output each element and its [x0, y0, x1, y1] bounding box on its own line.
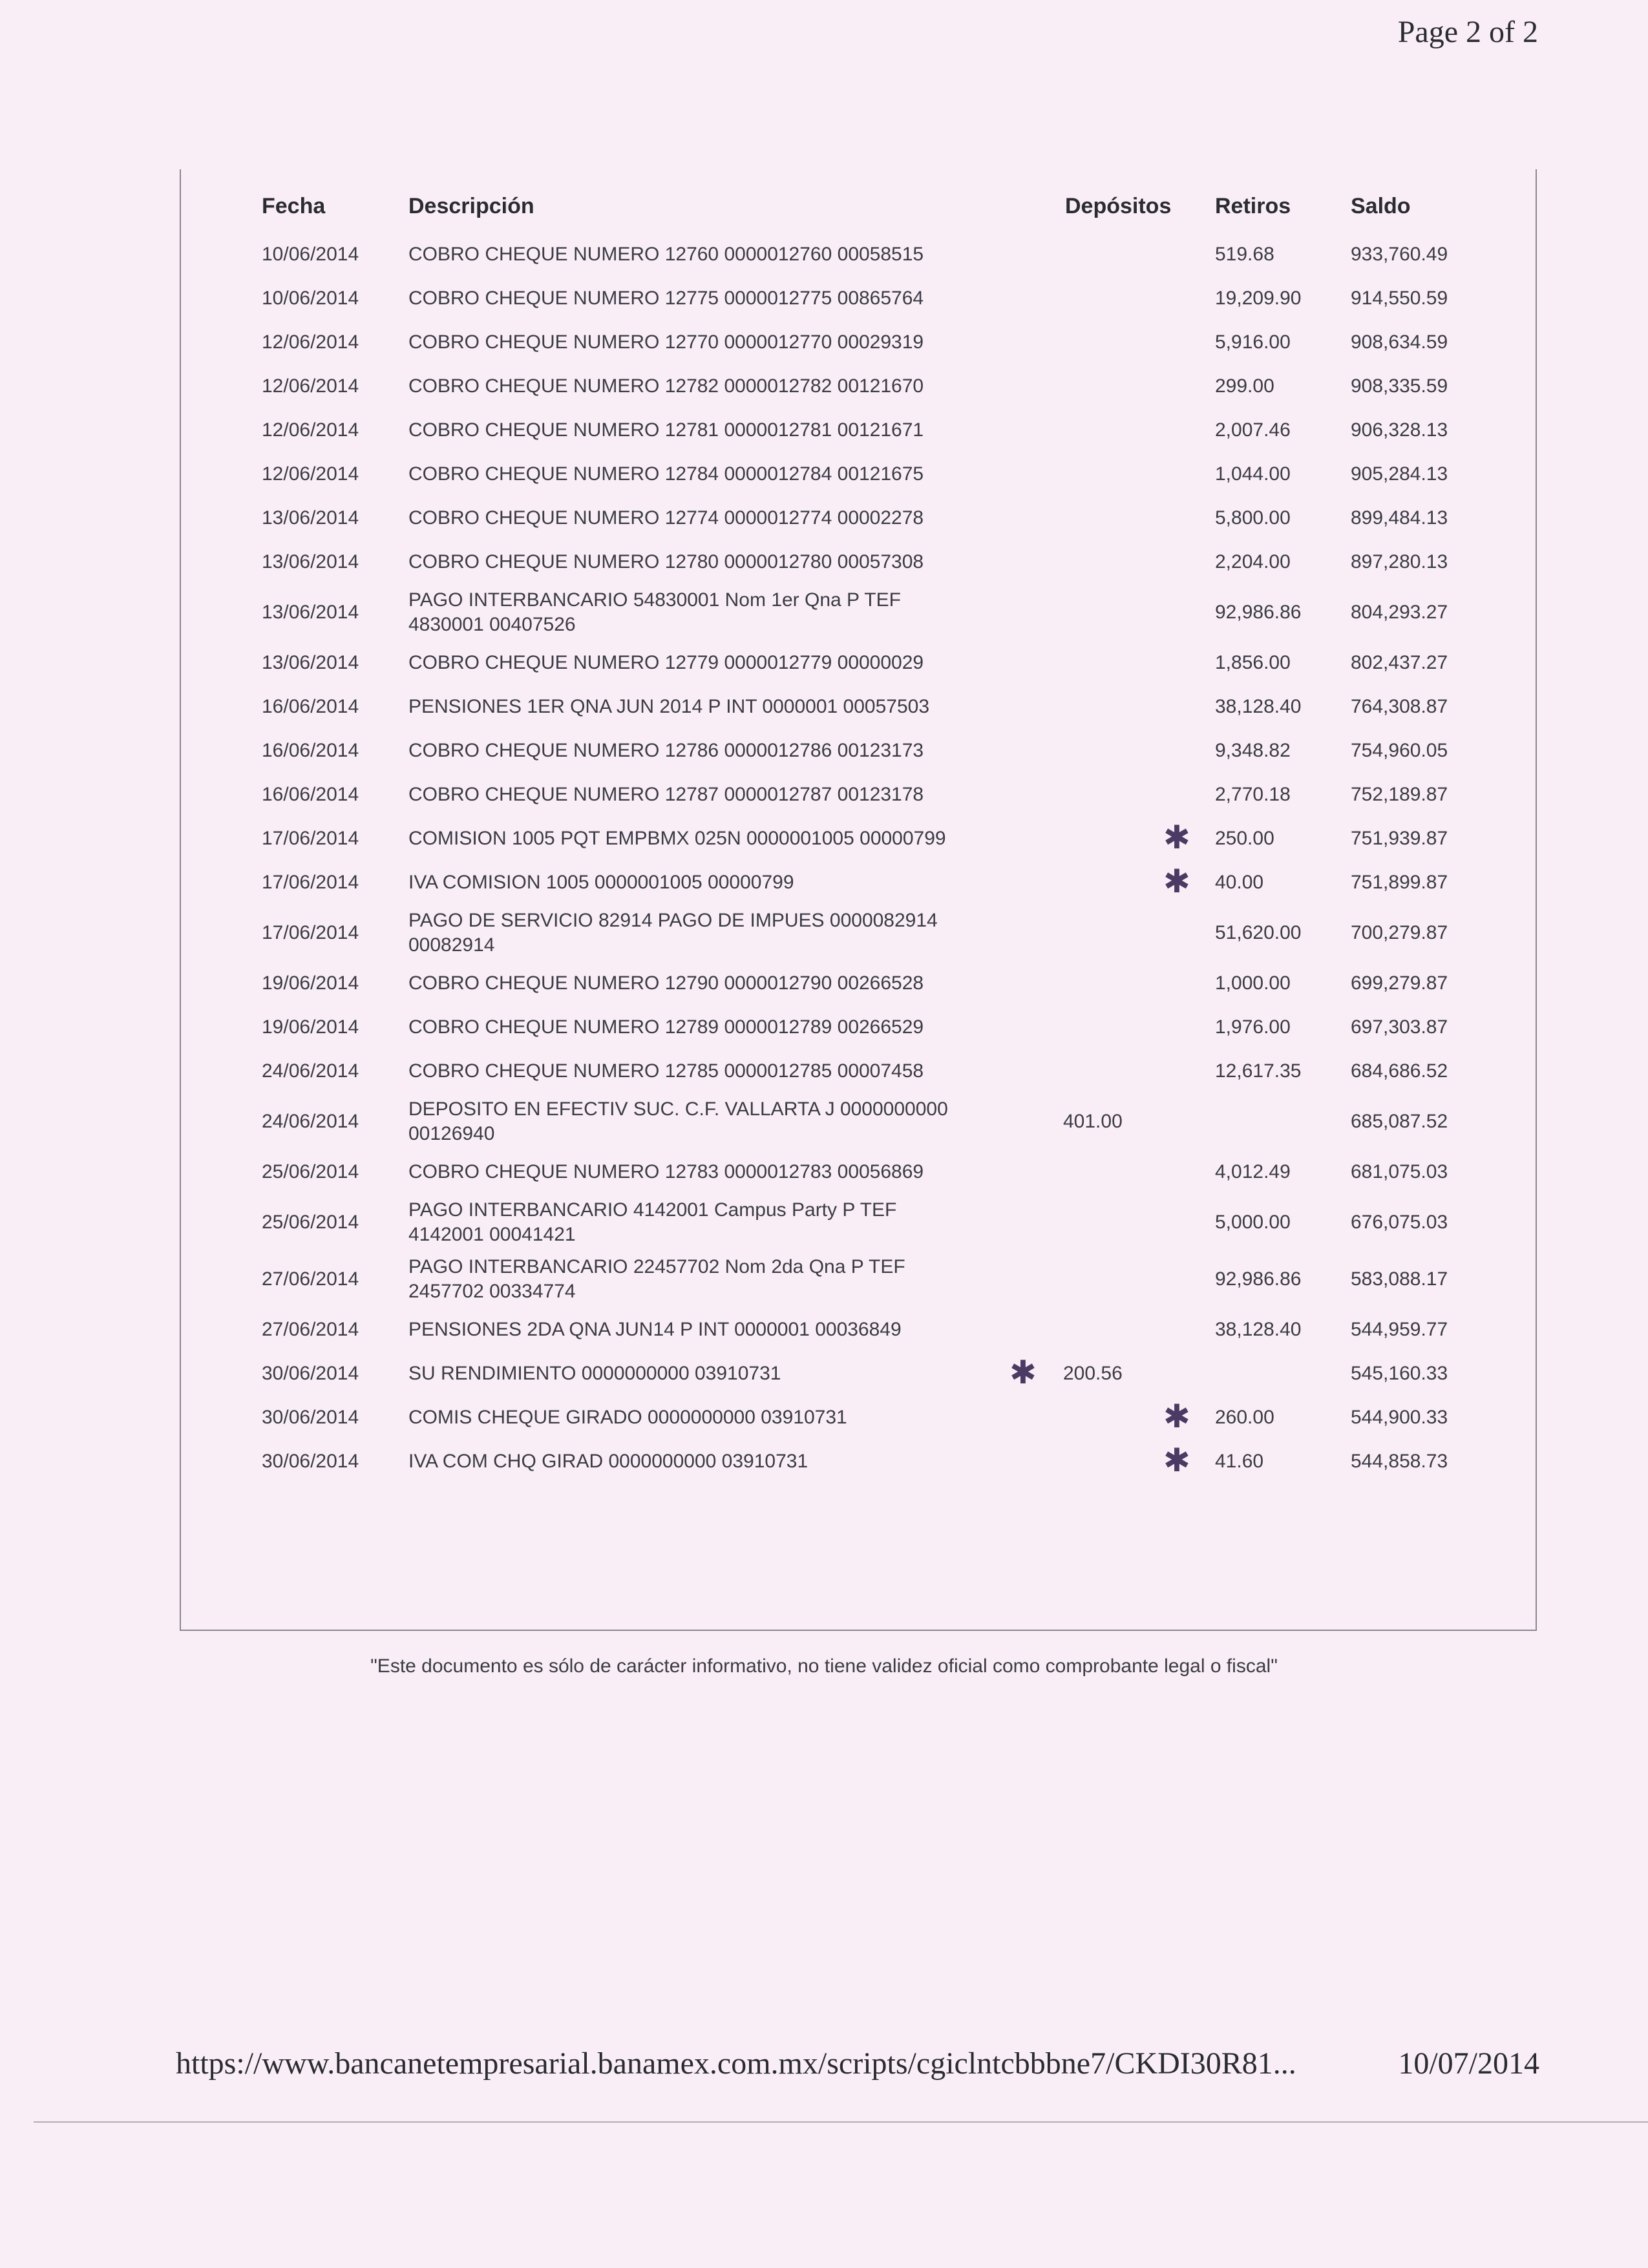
table-row [0, 452, 1648, 496]
row-withdrawal: 38,128.40 [1215, 1319, 1302, 1340]
table-row [0, 1049, 1648, 1093]
row-description [408, 908, 938, 958]
row-description-line: 4142001 00041421 [408, 1224, 576, 1245]
row-description-line: COBRO CHEQUE NUMERO 12774 0000012774 00002278 [408, 507, 924, 529]
table-row [0, 1308, 1648, 1352]
row-balance: 751,899.87 [1351, 872, 1448, 893]
row-balance: 544,858.73 [1351, 1451, 1448, 1472]
header-deposits: Depósitos [1065, 194, 1172, 218]
table-row [0, 1150, 1648, 1194]
row-date: 17/06/2014 [262, 828, 359, 849]
table-row [0, 1440, 1648, 1484]
row-withdrawal: 250.00 [1215, 828, 1274, 849]
table-row [0, 817, 1648, 861]
table-row [0, 1005, 1648, 1049]
row-balance: 700,279.87 [1351, 922, 1448, 943]
row-balance: 933,760.49 [1351, 244, 1448, 265]
table-row [0, 1251, 1648, 1308]
row-withdrawal: 299.00 [1215, 375, 1274, 397]
row-date: 19/06/2014 [262, 972, 359, 994]
row-description-line: PENSIONES 2DA QNA JUN14 P INT 0000001 00036849 [408, 1319, 902, 1340]
row-date: 16/06/2014 [262, 784, 359, 805]
row-balance: 802,437.27 [1351, 652, 1448, 673]
row-description-line: IVA COMISION 1005 0000001005 00000799 [408, 872, 794, 893]
row-balance: 684,686.52 [1351, 1060, 1448, 1082]
row-date: 25/06/2014 [262, 1212, 359, 1233]
row-date: 19/06/2014 [262, 1016, 359, 1038]
row-description [408, 1361, 781, 1386]
handwritten-asterisk-icon: ✱ [1163, 1442, 1190, 1479]
row-balance: 676,075.03 [1351, 1212, 1448, 1233]
row-balance: 544,900.33 [1351, 1407, 1448, 1428]
row-balance: 752,189.87 [1351, 784, 1448, 805]
row-description-line: SU RENDIMIENTO 0000000000 03910731 [408, 1363, 781, 1384]
footer-rule [34, 2121, 1648, 2123]
row-description-line: COMISION 1005 PQT EMPBMX 025N 0000001005 00000799 [408, 828, 946, 849]
table-header [0, 187, 1648, 226]
handwritten-asterisk-icon: ✱ [1163, 1398, 1190, 1435]
row-description-line: COBRO CHEQUE NUMERO 12775 0000012775 00865764 [408, 288, 924, 309]
row-description-line: COBRO CHEQUE NUMERO 12783 0000012783 00056869 [408, 1161, 924, 1182]
row-date: 13/06/2014 [262, 551, 359, 572]
row-description [408, 462, 924, 487]
row-balance: 697,303.87 [1351, 1016, 1448, 1038]
handwritten-asterisk-icon: ✱ [1163, 863, 1190, 900]
row-withdrawal: 260.00 [1215, 1407, 1274, 1428]
table-row [0, 729, 1648, 773]
row-description-line: 2457702 00334774 [408, 1281, 576, 1302]
row-description-line: PAGO INTERBANCARIO 54830001 Nom 1er Qna P TEF [408, 589, 901, 611]
header-balance: Saldo [1351, 194, 1411, 218]
header-date: Fecha [262, 194, 326, 218]
row-description-line: DEPOSITO EN EFECTIV SUC. C.F. VALLARTA J 0000000000 [408, 1098, 948, 1120]
row-description [408, 782, 924, 807]
row-withdrawal: 2,007.46 [1215, 419, 1291, 441]
row-description-line: COBRO CHEQUE NUMERO 12770 0000012770 00029319 [408, 331, 924, 353]
row-withdrawal: 1,000.00 [1215, 972, 1291, 994]
row-withdrawal: 40.00 [1215, 872, 1264, 893]
row-description [408, 1318, 902, 1342]
row-description [408, 1015, 924, 1040]
table-row [0, 1396, 1648, 1440]
row-withdrawal: 519.68 [1215, 244, 1274, 265]
row-balance: 899,484.13 [1351, 507, 1448, 529]
row-description-line: COBRO CHEQUE NUMERO 12760 0000012760 00058515 [408, 244, 924, 265]
row-balance: 681,075.03 [1351, 1161, 1448, 1182]
row-description [408, 870, 794, 895]
row-description-line: COBRO CHEQUE NUMERO 12782 0000012782 00121670 [408, 375, 924, 397]
row-balance: 906,328.13 [1351, 419, 1448, 441]
row-date: 12/06/2014 [262, 419, 359, 441]
row-description [408, 971, 924, 996]
row-description [408, 1255, 905, 1304]
row-date: 10/06/2014 [262, 288, 359, 309]
row-withdrawal: 2,770.18 [1215, 784, 1291, 805]
row-description [408, 330, 924, 355]
table-row [0, 408, 1648, 452]
row-description-line: PAGO INTERBANCARIO 22457702 Nom 2da Qna P TEF [408, 1256, 905, 1277]
row-date: 13/06/2014 [262, 507, 359, 529]
row-description [408, 588, 901, 637]
table-row [0, 861, 1648, 905]
row-balance: 699,279.87 [1351, 972, 1448, 994]
row-withdrawal: 5,000.00 [1215, 1212, 1291, 1233]
row-date: 24/06/2014 [262, 1111, 359, 1132]
row-withdrawal: 1,856.00 [1215, 652, 1291, 673]
row-date: 16/06/2014 [262, 696, 359, 717]
row-description-line: PAGO DE SERVICIO 82914 PAGO DE IMPUES 0000082914 [408, 910, 938, 931]
row-description-line: 00082914 [408, 934, 495, 956]
row-description [408, 1405, 847, 1430]
row-description [408, 374, 924, 399]
table-row [0, 1352, 1648, 1396]
row-date: 12/06/2014 [262, 331, 359, 353]
row-description-line: IVA COM CHQ GIRAD 0000000000 03910731 [408, 1451, 808, 1472]
row-description-line: COBRO CHEQUE NUMERO 12789 0000012789 00266529 [408, 1016, 924, 1038]
table-row [0, 1194, 1648, 1251]
row-withdrawal: 38,128.40 [1215, 696, 1302, 717]
row-withdrawal: 5,800.00 [1215, 507, 1291, 529]
row-date: 16/06/2014 [262, 740, 359, 761]
row-description [408, 1198, 896, 1247]
footer-date: 10/07/2014 [1398, 2046, 1539, 2081]
row-date: 30/06/2014 [262, 1407, 359, 1428]
table-row [0, 496, 1648, 540]
row-withdrawal: 51,620.00 [1215, 922, 1302, 943]
table-row [0, 320, 1648, 364]
row-balance: 897,280.13 [1351, 551, 1448, 572]
row-description-line: PAGO INTERBANCARIO 4142001 Campus Party P TEF [408, 1199, 897, 1221]
row-description [408, 506, 924, 530]
row-date: 17/06/2014 [262, 922, 359, 943]
table-row [0, 1093, 1648, 1150]
row-description-line: COBRO CHEQUE NUMERO 12786 0000012786 00123173 [408, 740, 924, 761]
row-balance: 804,293.27 [1351, 602, 1448, 623]
row-balance: 583,088.17 [1351, 1268, 1448, 1290]
row-balance: 905,284.13 [1351, 463, 1448, 485]
disclaimer: "Este documento es sólo de carácter informativo, no tiene validez oficial como comprobante legal o fiscal" [370, 1655, 1278, 1677]
table-row [0, 641, 1648, 685]
row-date: 13/06/2014 [262, 652, 359, 673]
row-withdrawal: 41.60 [1215, 1451, 1264, 1472]
row-description-line: COBRO CHEQUE NUMERO 12785 0000012785 00007458 [408, 1060, 924, 1082]
table-row [0, 905, 1648, 961]
handwritten-asterisk-icon: ✱ [1009, 1354, 1037, 1391]
row-description-line: COBRO CHEQUE NUMERO 12781 0000012781 00121671 [408, 419, 924, 441]
row-description [408, 286, 924, 311]
row-description-line: COBRO CHEQUE NUMERO 12790 0000012790 00266528 [408, 972, 924, 994]
row-withdrawal: 5,916.00 [1215, 331, 1291, 353]
table-row [0, 364, 1648, 408]
handwritten-asterisk-icon: ✱ [1163, 819, 1190, 856]
row-withdrawal: 19,209.90 [1215, 288, 1302, 309]
row-deposit: 401.00 [1063, 1111, 1123, 1132]
row-withdrawal: 1,976.00 [1215, 1016, 1291, 1038]
row-description [408, 739, 924, 763]
row-description-line: 4830001 00407526 [408, 614, 576, 635]
row-description [408, 1097, 948, 1146]
row-description-line: 00126940 [408, 1123, 495, 1144]
row-balance: 545,160.33 [1351, 1363, 1448, 1384]
row-balance: 751,939.87 [1351, 828, 1448, 849]
table-row [0, 233, 1648, 277]
page-number: Page 2 of 2 [1397, 15, 1538, 49]
header-description: Descripción [408, 194, 534, 218]
row-withdrawal: 9,348.82 [1215, 740, 1291, 761]
row-balance: 685,087.52 [1351, 1111, 1448, 1132]
row-date: 30/06/2014 [262, 1451, 359, 1472]
row-date: 13/06/2014 [262, 602, 359, 623]
row-date: 27/06/2014 [262, 1319, 359, 1340]
row-withdrawal: 92,986.86 [1215, 1268, 1302, 1290]
row-description [408, 695, 929, 719]
row-description [408, 651, 924, 675]
row-withdrawal: 4,012.49 [1215, 1161, 1291, 1182]
row-withdrawal: 2,204.00 [1215, 551, 1291, 572]
row-withdrawal: 1,044.00 [1215, 463, 1291, 485]
row-date: 12/06/2014 [262, 463, 359, 485]
table-row [0, 540, 1648, 584]
row-date: 17/06/2014 [262, 872, 359, 893]
row-withdrawal: 12,617.35 [1215, 1060, 1302, 1082]
table-row [0, 685, 1648, 729]
row-balance: 754,960.05 [1351, 740, 1448, 761]
table-row [0, 961, 1648, 1005]
row-description-line: PENSIONES 1ER QNA JUN 2014 P INT 0000001 00057503 [408, 696, 930, 717]
row-date: 12/06/2014 [262, 375, 359, 397]
table-row [0, 584, 1648, 641]
row-date: 27/06/2014 [262, 1268, 359, 1290]
row-description [408, 242, 924, 267]
row-deposit: 200.56 [1063, 1363, 1123, 1384]
row-date: 25/06/2014 [262, 1161, 359, 1182]
row-description-line: COMIS CHEQUE GIRADO 0000000000 03910731 [408, 1407, 847, 1428]
row-description [408, 1160, 924, 1184]
row-description [408, 418, 924, 443]
row-description [408, 1449, 808, 1474]
table-row [0, 277, 1648, 320]
header-withdrawals: Retiros [1215, 194, 1291, 218]
table-row [0, 773, 1648, 817]
row-withdrawal: 92,986.86 [1215, 602, 1302, 623]
row-description-line: COBRO CHEQUE NUMERO 12780 0000012780 00057308 [408, 551, 924, 572]
row-date: 30/06/2014 [262, 1363, 359, 1384]
row-description-line: COBRO CHEQUE NUMERO 12787 0000012787 00123178 [408, 784, 924, 805]
row-balance: 764,308.87 [1351, 696, 1448, 717]
row-date: 24/06/2014 [262, 1060, 359, 1082]
footer-url: https://www.bancanetempresarial.banamex.com.mx/scripts/cgiclntcbbbne7/CKDI30R81... [176, 2046, 1296, 2081]
row-description-line: COBRO CHEQUE NUMERO 12784 0000012784 00121675 [408, 463, 924, 485]
row-balance: 914,550.59 [1351, 288, 1448, 309]
row-balance: 908,634.59 [1351, 331, 1448, 353]
row-description [408, 550, 924, 574]
row-balance: 544,959.77 [1351, 1319, 1448, 1340]
row-description [408, 826, 946, 851]
row-date: 10/06/2014 [262, 244, 359, 265]
row-description-line: COBRO CHEQUE NUMERO 12779 0000012779 00000029 [408, 652, 924, 673]
row-description [408, 1059, 924, 1084]
row-balance: 908,335.59 [1351, 375, 1448, 397]
